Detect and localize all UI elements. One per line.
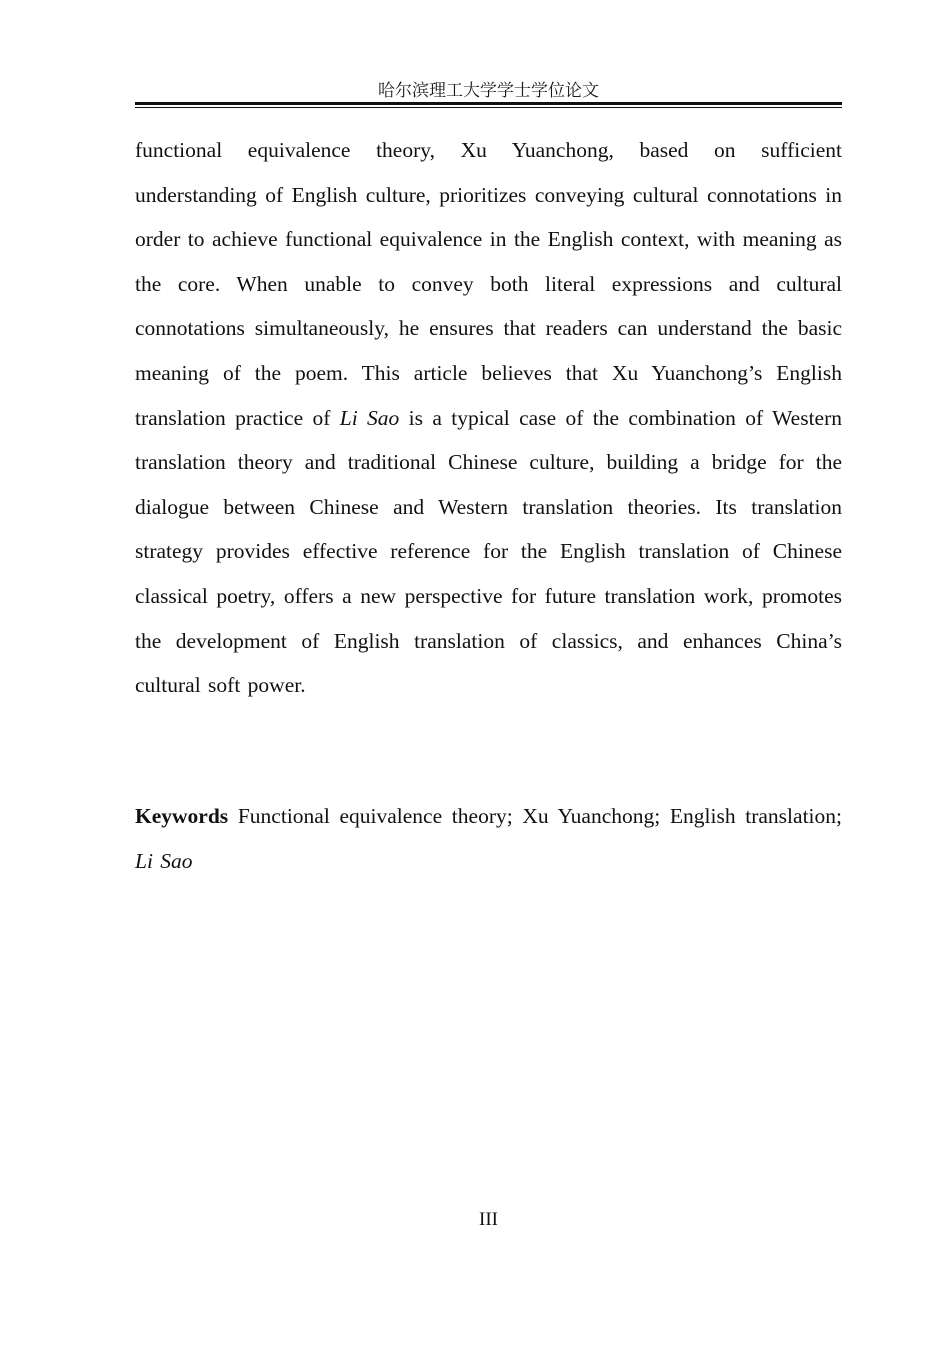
abstract-paragraph xyxy=(135,128,842,708)
header-rule-thick xyxy=(135,102,842,105)
header-rule-thin xyxy=(135,107,842,108)
keywords-label: Keywords xyxy=(135,804,229,828)
keywords-italic-term: Li Sao xyxy=(135,848,193,873)
abstract-text-part1: functional equivalence theory, Xu Yuanchong, based on sufficient understanding of English culture, prioritizes conveying cultural connotations in order to achieve functional equivalence in the English context, with meaning as the core. When unable to convey both literal expressions and cultural connotations simultaneously, he ensures that readers can understand the basic meaning of the poem. This article believes that Xu Yuanchong’s English translation practice of xyxy=(135,138,842,430)
abstract-title-italic: Li Sao xyxy=(339,405,400,430)
page-number: III xyxy=(479,1209,498,1230)
keywords-text: Functional equivalence theory; Xu Yuanchong; English translation; xyxy=(228,804,842,828)
running-header: 哈尔滨理工大学学士学位论文 xyxy=(378,81,599,100)
keywords-paragraph xyxy=(135,794,842,883)
abstract-text-part2: is a typical case of the combination of Western translation theory and traditional Chinese culture, building a bridge for the dialogue between Chinese and Western translation theories. Its translation strategy provides effective reference for the English translation of Chinese classical poetry, offers a new perspective for future translation work, promotes the development of English translation of classics, and enhances China’s cultural soft power. xyxy=(135,405,842,698)
